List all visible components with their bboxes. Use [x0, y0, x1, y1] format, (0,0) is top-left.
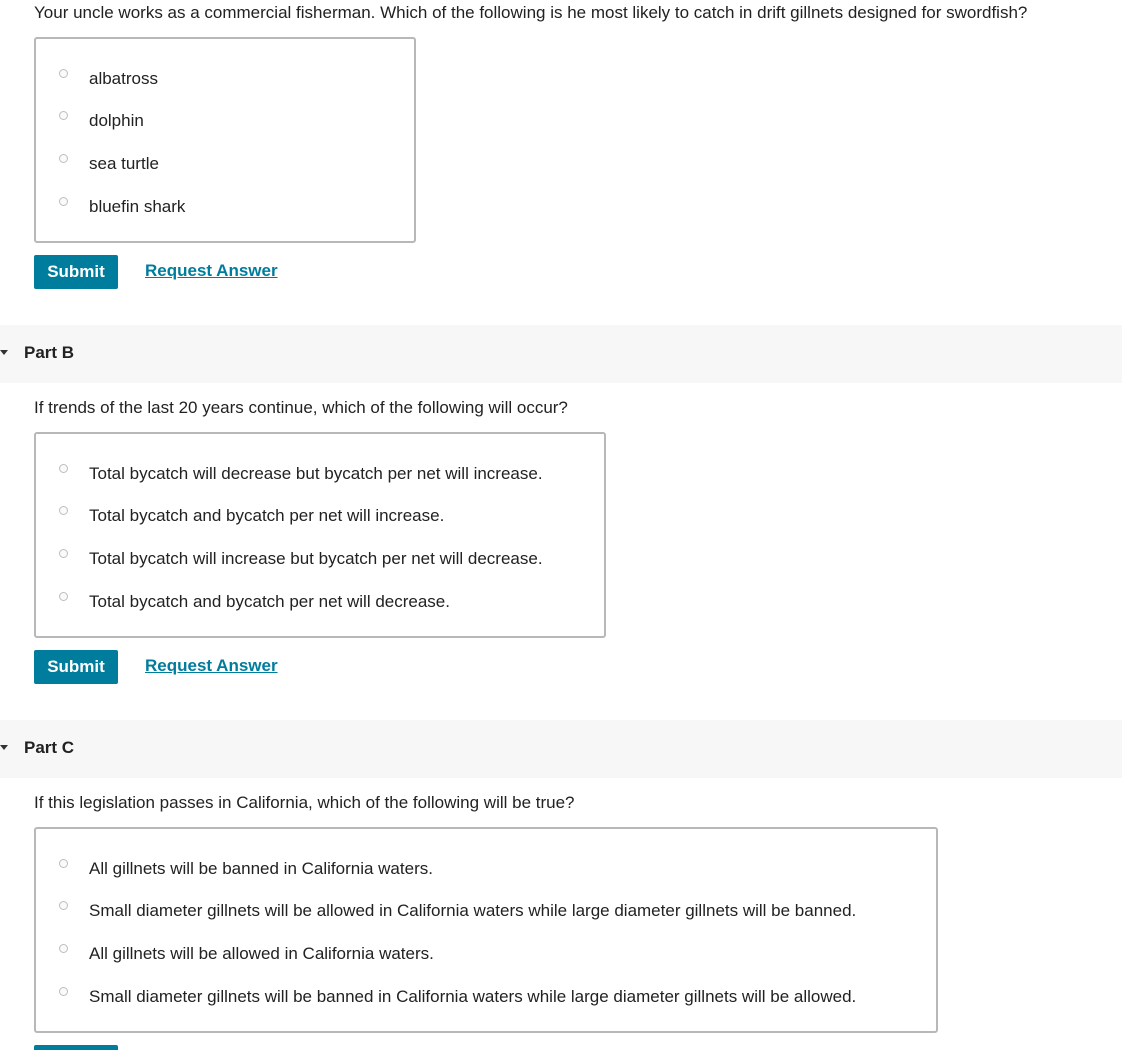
- choice-label: Total bycatch and bycatch per net will decrease.: [89, 592, 450, 611]
- part-c-choices: [34, 827, 938, 1033]
- radio-button[interactable]: [59, 901, 68, 910]
- part-c-question: If this legislation passes in California, which of the following will be true?: [34, 793, 575, 812]
- part-c-submit-button[interactable]: [34, 1045, 118, 1050]
- radio-button[interactable]: [59, 549, 68, 558]
- radio-button[interactable]: [59, 464, 68, 473]
- choice-label: Small diameter gillnets will be banned in California waters while large diameter gillnets will be allowed.: [89, 987, 857, 1006]
- radio-button[interactable]: [59, 69, 68, 78]
- radio-button[interactable]: [59, 859, 68, 868]
- part-c-header[interactable]: [0, 720, 1122, 778]
- part-b-submit-button[interactable]: Submit: [34, 650, 118, 684]
- choice-label: Total bycatch and bycatch per net will increase.: [89, 506, 445, 525]
- part-a-choices: [34, 37, 416, 243]
- radio-button[interactable]: [59, 987, 68, 996]
- radio-button[interactable]: [59, 197, 68, 206]
- choice-label: Total bycatch will increase but bycatch per net will decrease.: [89, 549, 543, 568]
- part-b-request-answer-link[interactable]: Request Answer: [145, 656, 278, 675]
- caret-down-icon: [0, 745, 8, 750]
- radio-button[interactable]: [59, 506, 68, 515]
- choice-label: albatross: [89, 69, 158, 88]
- part-a-request-answer-link[interactable]: Request Answer: [145, 261, 278, 280]
- choice-label: All gillnets will be allowed in California waters.: [89, 944, 434, 963]
- radio-button[interactable]: [59, 154, 68, 163]
- part-b-question: If trends of the last 20 years continue, which of the following will occur?: [34, 398, 568, 417]
- part-c-title: Part C: [24, 738, 75, 757]
- radio-button[interactable]: [59, 592, 68, 601]
- choice-label: All gillnets will be banned in California waters.: [89, 859, 433, 878]
- choice-label: Total bycatch will decrease but bycatch per net will increase.: [89, 464, 543, 483]
- radio-button[interactable]: [59, 111, 68, 120]
- choice-label: bluefin shark: [89, 197, 186, 216]
- choice-label: sea turtle: [89, 154, 159, 173]
- choice-label: dolphin: [89, 111, 144, 130]
- part-b-header[interactable]: [0, 325, 1122, 383]
- part-b-choices: [34, 432, 606, 638]
- choice-label: Small diameter gillnets will be allowed in California waters while large diameter gillnets will be banned.: [89, 901, 857, 920]
- caret-down-icon: [0, 350, 8, 355]
- part-a-submit-button[interactable]: Submit: [34, 255, 118, 289]
- radio-button[interactable]: [59, 944, 68, 953]
- part-a-question: Your uncle works as a commercial fisherman. Which of the following is he most likely to catch in drift gillnets designed for swordfish?: [34, 3, 1028, 22]
- part-b-title: Part B: [24, 343, 75, 362]
